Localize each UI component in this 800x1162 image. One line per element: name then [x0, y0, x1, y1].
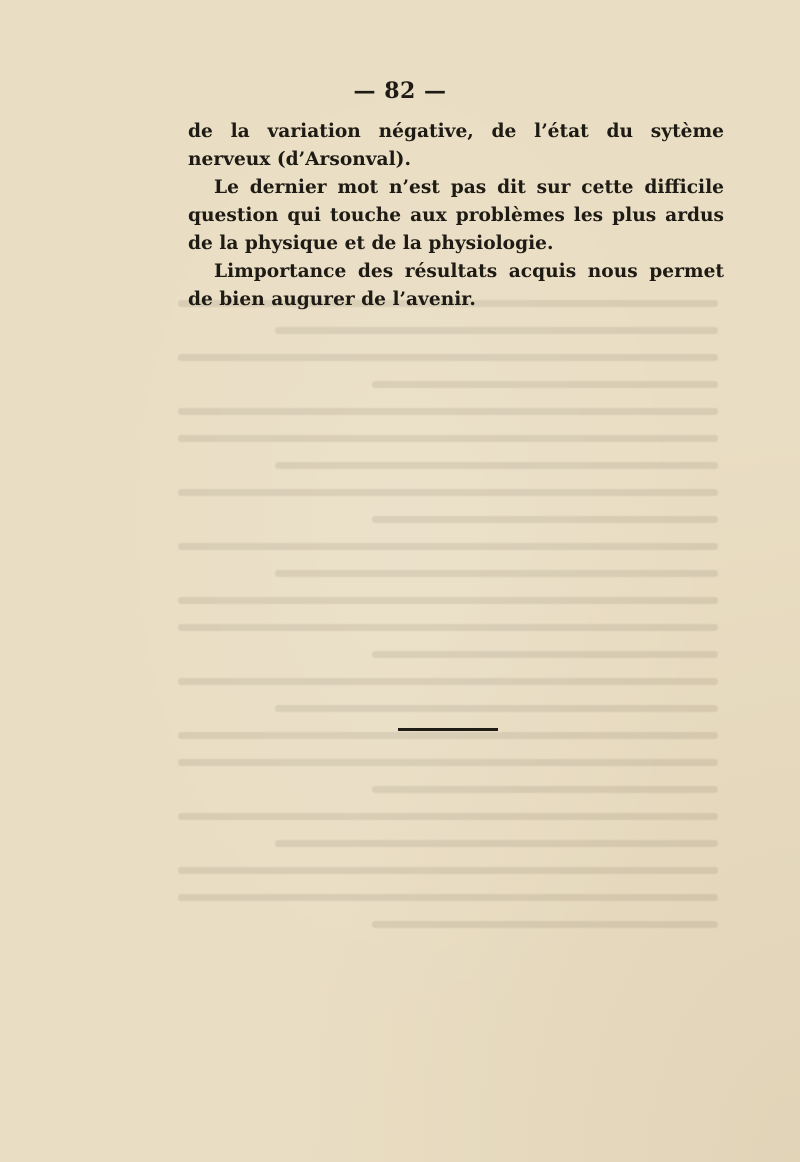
paragraph-question: Le dernier mot n’est pas dit sur cette difficile question qui touche aux problèmes les plus ardus de la physique et de la physiologie.	[188, 177, 724, 254]
paragraph-conclusion: Limportance des résultats acquis nous permet de bien augurer de l’avenir.	[188, 261, 724, 310]
page-number: — 82 —	[353, 78, 447, 104]
paragraph-continuation: de la variation négative, de l’état du sytème nerveux (d’Arsonval).	[188, 121, 724, 170]
body-text	[188, 118, 724, 314]
section-divider-rule	[398, 728, 498, 731]
bleed-through-texture	[178, 300, 718, 1060]
